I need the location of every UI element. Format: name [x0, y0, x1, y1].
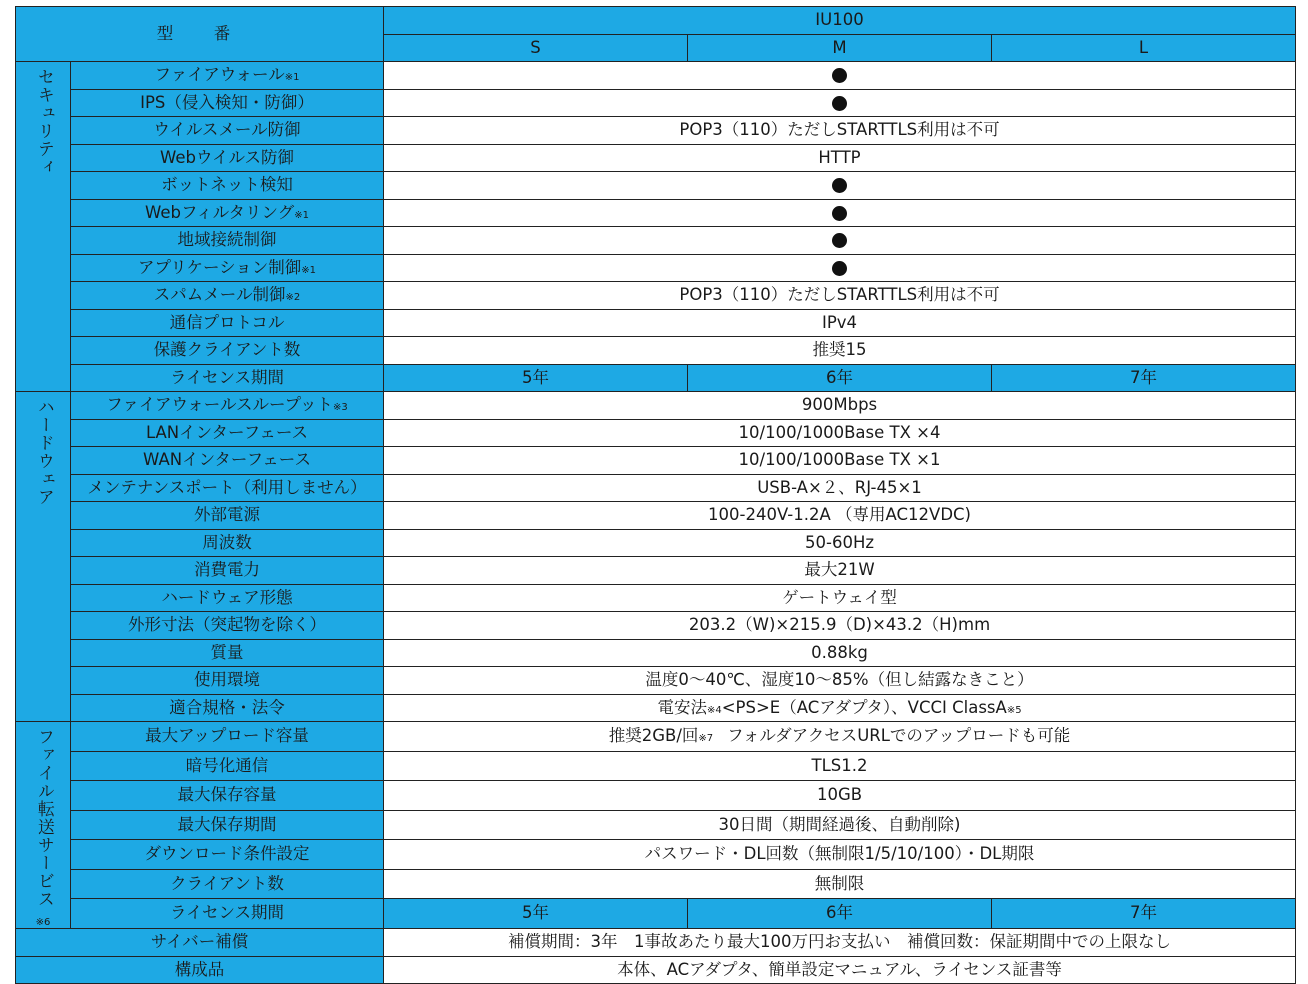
spec-label [71, 89, 384, 117]
license-years: 5年 [384, 899, 688, 929]
license-years: 5年 [384, 364, 688, 392]
spec-label-text: 通信プロトコル [169, 312, 285, 332]
footer-label: サイバー補償 [16, 929, 384, 957]
spec-label-text: クライアント数 [170, 873, 284, 893]
footnote-mark: ※1 [301, 264, 317, 276]
spec-label-text: Webウイルス防御 [160, 147, 294, 167]
spec-value [384, 172, 1296, 200]
supported-dot-icon [832, 96, 847, 111]
spec-row [16, 557, 1296, 585]
spec-row [16, 227, 1296, 255]
spec-value [384, 337, 1296, 365]
spec-label [71, 869, 384, 899]
spec-value [384, 840, 1296, 870]
license-row [16, 364, 1296, 392]
spec-value-text: 900Mbps [801, 395, 878, 414]
category-1 [16, 62, 71, 392]
spec-label-text: ダウンロード条件設定 [144, 844, 310, 864]
spec-value [384, 557, 1296, 585]
spec-label-text: LANインターフェース [145, 422, 309, 442]
spec-label [71, 199, 384, 227]
category-footnote-mark: ※6 [35, 916, 51, 928]
supported-dot-icon [832, 206, 847, 221]
category-label: ハードウェア [33, 398, 54, 506]
spec-label-text: 外部電源 [194, 505, 260, 524]
spec-row [16, 667, 1296, 695]
spec-value-text: 30日間（期間経過後、自動削除) [718, 814, 961, 834]
spec-value [384, 144, 1296, 172]
spec-value-text: USB-A×２、RJ-45×1 [757, 477, 922, 497]
spec-label [71, 227, 384, 255]
supported-dot-icon [832, 261, 847, 276]
spec-label [71, 667, 384, 695]
upload-label: 最大アップロード容量 [71, 722, 384, 752]
size-s: S [384, 34, 688, 62]
compliance-label: 適合規格・法令 [71, 694, 384, 722]
spec-row [16, 584, 1296, 612]
spec-label-text: ハードウェア形態 [161, 587, 293, 607]
spec-label [71, 751, 384, 781]
category-label: セキュリティ [33, 68, 54, 176]
spec-label-text: WANインターフェース [143, 450, 311, 469]
license-years: 6年 [688, 899, 992, 929]
spec-row [16, 392, 1296, 420]
spec-value-text: TLS1.2 [811, 755, 868, 775]
spec-label-text: 地域接続制御 [177, 230, 277, 249]
supported-dot-icon [832, 178, 847, 193]
spec-label [71, 840, 384, 870]
spec-table-body [16, 7, 1296, 984]
spec-row [16, 751, 1296, 781]
spec-label [71, 810, 384, 840]
spec-value-text: 203.2（W)×215.9（D)×43.2（H)mm [688, 615, 991, 634]
spec-row [16, 172, 1296, 200]
product-name: IU100 [384, 7, 1296, 35]
spec-label [71, 172, 384, 200]
spec-value-text: POP3（110）ただしSTARTTLS利用は不可 [679, 120, 1000, 139]
spec-label [71, 502, 384, 530]
spec-label-text: 質量 [210, 642, 244, 662]
spec-value [384, 254, 1296, 282]
spec-row [16, 309, 1296, 337]
spec-row [16, 337, 1296, 365]
spec-row [16, 529, 1296, 557]
spec-label [71, 62, 384, 90]
footnote-mark: ※7 [698, 733, 714, 745]
spec-value [384, 751, 1296, 781]
spec-label-text: ファイアウォール [154, 65, 285, 84]
spec-value-text: 推奨15 [812, 340, 867, 359]
footnote-mark: ※5 [1006, 704, 1022, 716]
license-label: ライセンス期間 [71, 364, 384, 392]
spec-value-text: 0.88kg [811, 642, 868, 662]
spec-value-text: 無制限 [814, 873, 865, 893]
spec-row [16, 117, 1296, 145]
spec-label-text: ウイルスメール防御 [153, 120, 301, 139]
spec-value-text: パスワード・DL回数（無制限1/5/10/100）・DL期限 [644, 844, 1035, 864]
spec-table [15, 6, 1296, 984]
footnote-mark: ※1 [284, 72, 300, 83]
spec-row [16, 62, 1296, 90]
spec-value [384, 781, 1296, 811]
spec-label [71, 419, 384, 447]
spec-row [16, 144, 1296, 172]
supported-dot-icon [832, 233, 847, 248]
footer-value: 本体、ACアダプタ、簡単設定マニュアル、ライセンス証書等 [384, 956, 1296, 984]
spec-value-text: 10/100/1000Base TX ×1 [738, 450, 941, 469]
spec-label [71, 337, 384, 365]
spec-value [384, 447, 1296, 475]
spec-label-text: 最大保存期間 [177, 814, 277, 834]
spec-value-text: HTTP [818, 147, 861, 167]
spec-value-text: IPv4 [821, 312, 858, 332]
category-2 [16, 392, 71, 722]
spec-value-text: 50-60Hz [805, 532, 875, 552]
compliance-row [16, 694, 1296, 722]
spec-value [384, 309, 1296, 337]
footer-row [16, 956, 1296, 984]
spec-label-text: 保護クライアント数 [153, 340, 301, 359]
spec-value [384, 62, 1296, 90]
spec-value [384, 117, 1296, 145]
spec-value [384, 282, 1296, 310]
spec-label-text: 周波数 [202, 532, 252, 552]
spec-label [71, 612, 384, 640]
spec-row [16, 89, 1296, 117]
compliance-value [384, 694, 1296, 722]
spec-value-text: 10/100/1000Base TX ×4 [738, 422, 941, 442]
spec-value-text: 10GB [816, 785, 863, 805]
spec-row [16, 282, 1296, 310]
spec-label [71, 529, 384, 557]
license-label: ライセンス期間 [71, 899, 384, 929]
spec-value-text: ゲートウェイ型 [782, 587, 897, 607]
size-l: L [992, 34, 1296, 62]
spec-row [16, 612, 1296, 640]
footnote-mark: ※3 [332, 402, 348, 413]
spec-value [384, 529, 1296, 557]
spec-row [16, 840, 1296, 870]
spec-row [16, 639, 1296, 667]
upload-value [384, 722, 1296, 752]
footer-label: 構成品 [16, 956, 384, 984]
spec-value [384, 667, 1296, 695]
footer-row [16, 929, 1296, 957]
spec-label [71, 254, 384, 282]
spec-value [384, 474, 1296, 502]
spec-label-text: Webフィルタリング [145, 202, 295, 222]
upload-part1: 推奨2GB/回 [608, 726, 699, 746]
spec-value-text: 温度0～40℃、湿度10～85%（但し結露なきこと） [645, 670, 1034, 689]
upload-row [16, 722, 1296, 752]
spec-value [384, 392, 1296, 420]
spec-label [71, 309, 384, 337]
compliance-part1: 電安法 [657, 697, 707, 717]
supported-dot-icon [832, 68, 847, 83]
spec-row [16, 502, 1296, 530]
size-m: M [688, 34, 992, 62]
spec-label [71, 557, 384, 585]
spec-row [16, 869, 1296, 899]
spec-value-text: 100-240V-1.2A （専用AC12VDC) [708, 505, 971, 524]
license-row [16, 899, 1296, 929]
spec-value [384, 639, 1296, 667]
spec-label [71, 584, 384, 612]
spec-label [71, 474, 384, 502]
spec-label [71, 392, 384, 420]
spec-label [71, 639, 384, 667]
spec-value [384, 199, 1296, 227]
footnote-mark: ※1 [294, 209, 309, 221]
spec-label-text: 外形寸法（突起物を除く） [128, 615, 326, 634]
upload-part2: フォルダアクセスURLでのアップロードも可能 [727, 726, 1071, 746]
category-3 [16, 722, 71, 929]
spec-label-text: メンテナンスポート（利用しません） [87, 477, 367, 497]
spec-label [71, 781, 384, 811]
spec-value [384, 810, 1296, 840]
spec-label [71, 144, 384, 172]
model-label: 型 番 [16, 7, 384, 62]
spec-value [384, 869, 1296, 899]
spec-row [16, 199, 1296, 227]
spec-label-text: IPS（侵入検知・防御） [140, 92, 314, 112]
spec-value [384, 227, 1296, 255]
spec-value [384, 502, 1296, 530]
spec-row [16, 474, 1296, 502]
spec-value [384, 612, 1296, 640]
spec-label-text: 暗号化通信 [185, 755, 269, 775]
spec-row [16, 254, 1296, 282]
spec-row [16, 781, 1296, 811]
spec-row [16, 419, 1296, 447]
spec-label [71, 447, 384, 475]
footer-value: 補償期間：3年 1事故あたり最大100万円お支払い 補償回数：保証期間中での上限なし [384, 929, 1296, 957]
license-years: 7年 [992, 364, 1296, 392]
header-row-product [16, 7, 1296, 35]
category-label: ファイル転送サービス [33, 728, 54, 908]
spec-value-text: 最大21W [804, 560, 875, 579]
spec-label-text: スパムメール制御 [153, 285, 286, 304]
spec-value [384, 419, 1296, 447]
license-years: 7年 [992, 899, 1296, 929]
spec-label [71, 282, 384, 310]
spec-label [71, 117, 384, 145]
footnote-mark: ※2 [285, 292, 301, 303]
spec-label-text: 最大保存容量 [177, 785, 277, 805]
spec-row [16, 810, 1296, 840]
spec-label-text: ファイアウォールスループット [106, 395, 333, 414]
spec-value [384, 584, 1296, 612]
footnote-mark: ※4 [706, 704, 722, 716]
spec-value [384, 89, 1296, 117]
spec-row [16, 447, 1296, 475]
spec-label-text: ボットネット検知 [161, 175, 293, 194]
spec-value-text: POP3（110）ただしSTARTTLS利用は不可 [679, 285, 1000, 304]
spec-label-text: 消費電力 [194, 560, 260, 579]
spec-label-text: 使用環境 [194, 670, 260, 689]
compliance-part2: <PS>E（ACアダプタ）、VCCI ClassA [721, 697, 1007, 717]
spec-label-text: アプリケーション制御 [137, 257, 302, 277]
license-years: 6年 [688, 364, 992, 392]
